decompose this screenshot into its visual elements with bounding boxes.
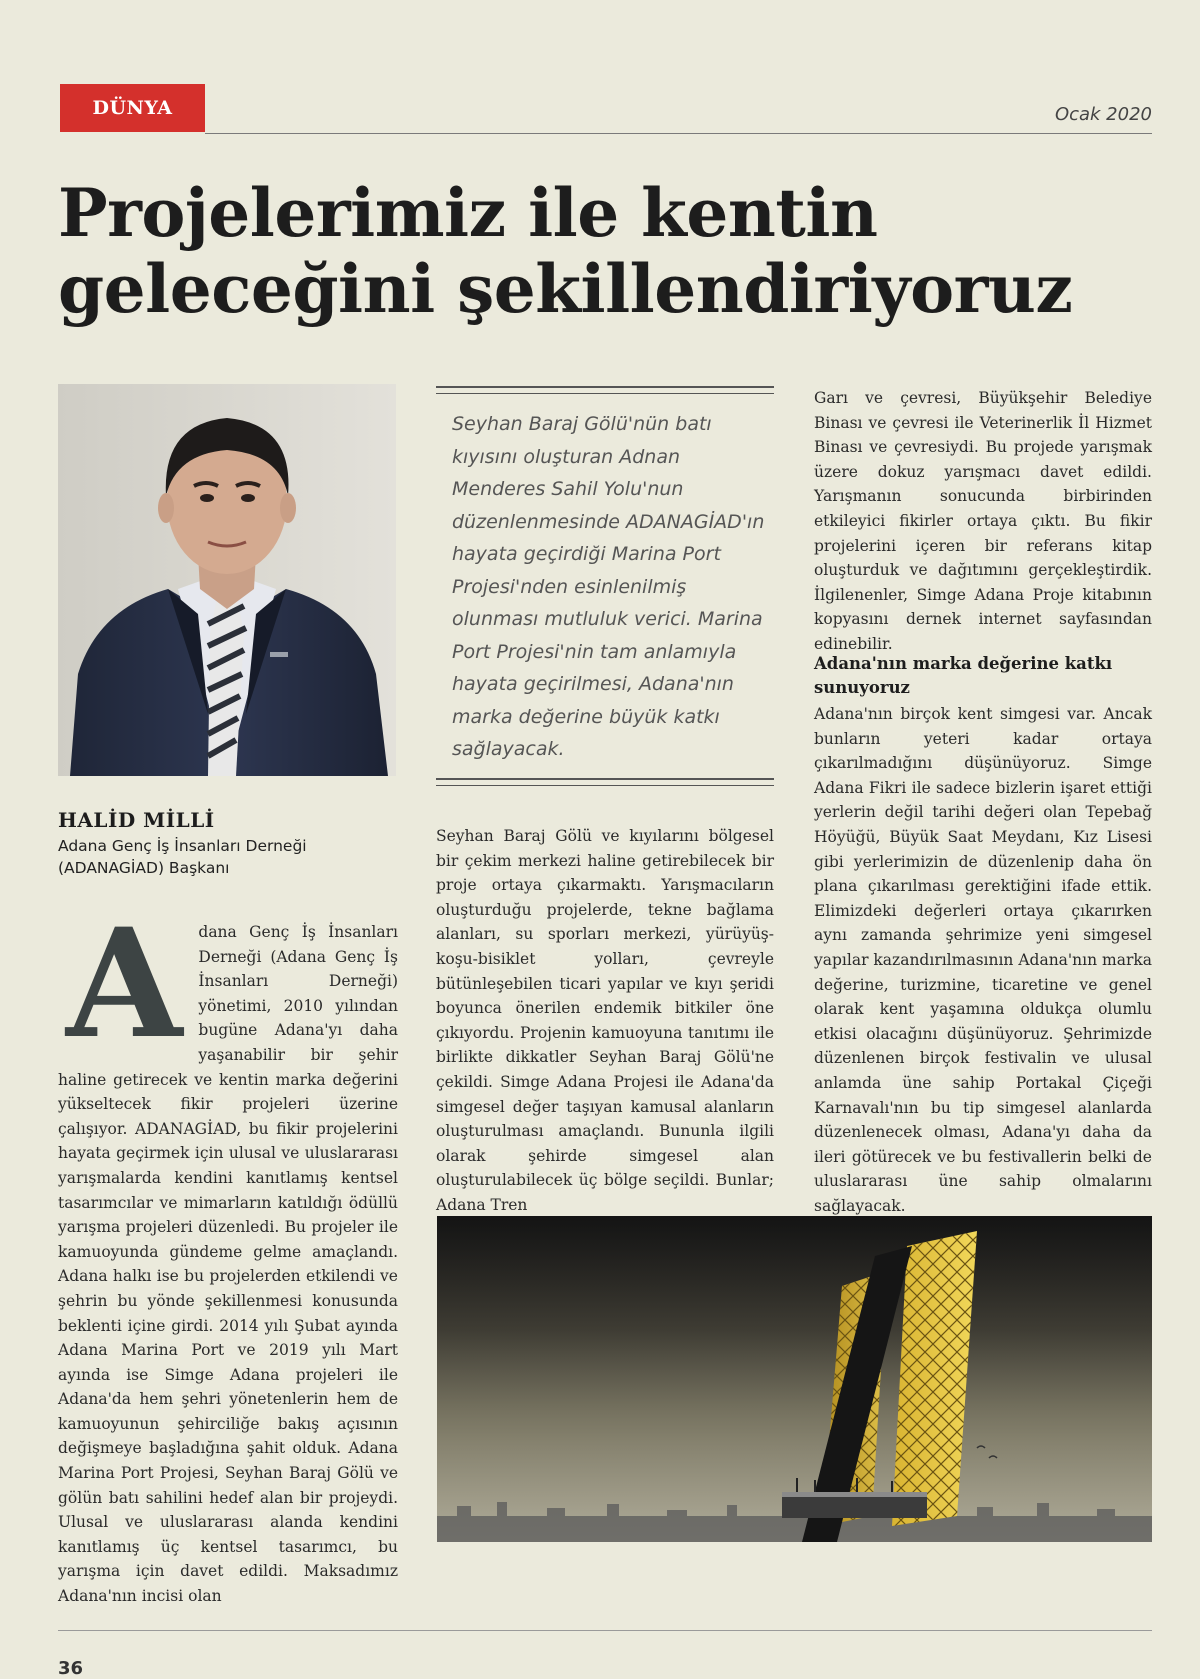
tower-render-illustration [437,1216,1152,1542]
author-title: Adana Genç İş İnsanları Derneği (ADANAGİAD) Başkanı [58,837,307,877]
issue-date: Ocak 2020 [1054,104,1152,125]
pullquote-rule-bottom [436,778,774,786]
section-tag: DÜNYA [60,84,205,132]
headline: Projelerimiz ile kentin geleceğini şekillendiriyoruz [58,174,1073,328]
author-portrait-photo [58,384,396,776]
body-column-2: Seyhan Baraj Gölü ve kıyılarını bölgesel bir çekim merkezi haline getirebilecek bir proje ortaya çıkarmaktı. Yarışmacıların oluşturduğu projelerde, tekne bağlama alanları, su sporları merkezi, yürüyüş-koşu-bisiklet yolları, çevreyle bütünleşebilen ticari yapılar ve kıyı şeridi boyunca önerilen endemik bitkiler öne çıkıyordu. Projenin kamuoyuna tanıtımı ile birlikte dikkatler Seyhan Baraj Gölü'ne çekildi. Simge Adana Projesi ile Adana'da simgesel değer taşıyan kamusal alanların oluşturulması amaçlandı. Bununla ilgili olarak şehirde simgesel alan oluşturulabilecek üç bölge seçildi. Bunlar; Adana Tren [436,827,774,1214]
page-number: 36 [58,1658,84,1679]
subheading: Adana'nın marka değerine katkı sunuyoruz [814,654,1113,697]
portrait-illustration [58,384,396,776]
pullquote-rule-top [436,386,774,394]
header-rule [205,133,1152,134]
body-column-1 [58,896,398,1609]
author-name: HALİD MİLLİ [58,808,215,832]
body-column-1-text: dana Genç İş İnsanları Derneği (Adana Genç İş İnsanları Derneği) yönetimi, 2010 yılından bugüne Adana'yı daha yaşanabilir bir şehir haline getirecek ve kentin marka değerini yükseltecek fikir projeleri üzerine çalışıyor. ADANAGİAD, bu fikir projelerini hayata geçirmek için ulusal ve uluslararası yarışmalarda kendini kanıtlamış kentsel tasarımcılar ve mimarların katıldığı ödüllü yarışma projeleri düzenledi. Bu projeler ile kamuoyunda gündeme gelme amaçlandı. Adana halkı ise bu projelerden etkilendi ve şehrin bu yönde şekillenmesi konusunda beklenti içine girdi. 2014 yılı Şubat ayında Adana Marina Port ve 2019 yılı Mart ayında ise Simge Adana projeleri ile Adana'da hem şehri yönetenlerin hem de kamuoyunun şehirciliğe bakış açısının değişmeye başladığına şahit olduk. Adana Marina Port Projesi, Seyhan Baraj Gölü ve gölün batı sahilini hedef alan bir projeydi. Ulusal ve uluslararası alanda kendini kanıtlamış üç kentsel tasarımcı, bu yarışma için davet edildi. Maksadımız Adana'nın incisi olan [58,923,398,1606]
body-column-3-part-2: Adana'nın birçok kent simgesi var. Ancak bunların yeteri kadar ortaya çıkarılmadığını düşünüyoruz. Simge Adana Fikri ile sadece bizlerin işaret ettiği yerlerin değil tarihi değeri olan Tepebağ Höyüğü, Büyük Saat Meydanı, Kız Lisesi gibi yerlerimizin de düzenlenip daha ön plana çıkarılması gerektiğini ifade ettik. Elimizdeki değerleri ortaya çıkarırken aynı zamanda şehrimize yeni simgesel yapılar kazandırılmasının Adana'nın marka değerine, turizmine, ticaretine ve genel olarak kent yaşamına oldukça olumlu etkisi olacağını düşünüyoruz. Şehrimizde düzenlenen birçok festivalin ve ulusal anlamda üne sahip Portakal Çiçeği Karnavalı'nın bu tip simgesel alanlarda düzenlenecek olması, Adana'yı daha da ileri götürecek ve bu festivallerin belki de uluslararası üne sahip olmalarını sağlayacak. [814,705,1153,1215]
byline [58,808,398,879]
pullquote: Seyhan Baraj Gölü'nün batı kıyısını oluşturan Adnan Menderes Sahil Yolu'nun düzenlenmesinde ADANAGİAD'ın hayata geçirdiği Marina Port Projesi'nden esinlenilmiş olunması mutluluk verici. Marina Port Projesi'nin tam anlamıyla hayata geçirilmesi, Adana'nın marka değerine büyük katkı sağlayacak. [452,413,765,760]
body-column-3-part-1: Garı ve çevresi, Büyükşehir Belediye Binası ve çevresi ile Veterinerlik İl Hizmet Binası ve çevresiydi. Bu projede yarışmak üzere dokuz yarışmacı davet edildi. Yarışmanın sonucunda birbirinden etkileyici fikirler ortaya çıktı. Bu fikir projelerini içeren bir referans kitap oluşturduk ve dağıtımını gerçekleştirdik. İlgilenenler, Simge Adana Proje kitabının kopyasını dernek internet sayfasından edinebilir. [814,389,1152,653]
footer-rule [58,1630,1152,1631]
drop-cap: A [66,896,183,1072]
tower-render-image [437,1216,1152,1542]
